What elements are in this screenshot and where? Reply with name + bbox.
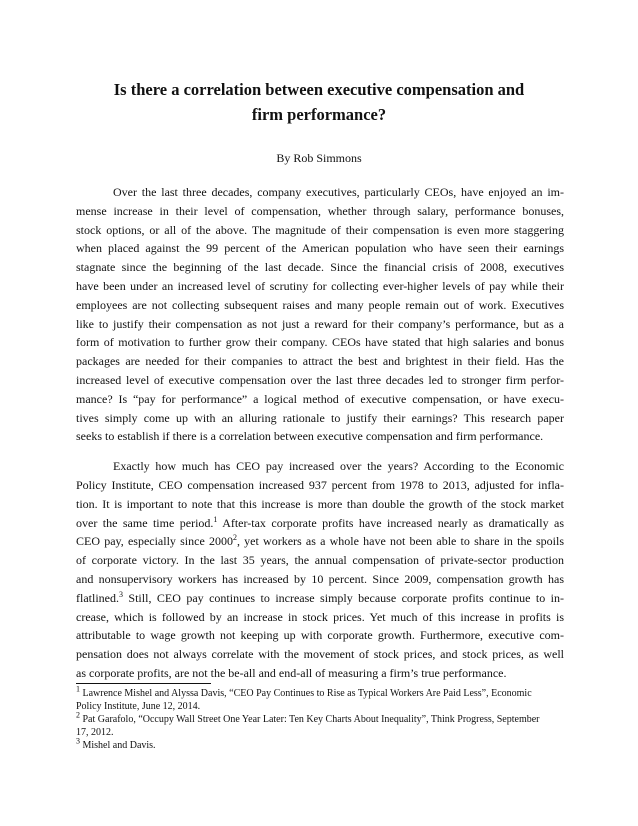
body-line: Policy Institute, CEO compensation increased 937 percent from 1978 to 2013, adjusted for infla- bbox=[76, 477, 564, 492]
paragraph-1 bbox=[76, 183, 564, 446]
body-text: flatlined. bbox=[76, 590, 119, 605]
body-text: Still, CEO pay continues to increase simply because corporate profits continue to in- bbox=[122, 590, 564, 605]
body-line: Exactly how much has CEO pay increased over the years? According to the Economic bbox=[113, 459, 564, 474]
body-line: attributable to wage growth not keeping up with corporate growth. Furthermore, executive com- bbox=[76, 628, 564, 643]
body-text: , yet workers as a whole have not been able to share in the spoils bbox=[236, 534, 564, 549]
body-line: like to justify their compensation as not just a reward for their company’s performance, but as a bbox=[76, 316, 564, 331]
body-line: when placed against the 99 percent of the American population who have seen their earnings bbox=[76, 241, 564, 256]
footnote-line bbox=[76, 737, 576, 753]
footnote-number: 1 bbox=[76, 684, 80, 694]
body-text: CEO pay, especially since 2000 bbox=[76, 534, 233, 549]
footnote-separator bbox=[76, 683, 211, 684]
author-byline: By Rob Simmons bbox=[276, 151, 362, 165]
paper-body bbox=[76, 183, 564, 694]
footnote-ref-1[interactable]: 1 bbox=[213, 514, 218, 524]
body-line: packages are needed for their companies to attract the best and brightest in their field. Has the bbox=[76, 354, 564, 369]
body-line: stock options, or all of the above. The magnitude of their compensation is even more staggering bbox=[76, 222, 564, 237]
footnote-line bbox=[76, 710, 576, 727]
body-line bbox=[76, 589, 564, 608]
footnote-line bbox=[76, 684, 576, 701]
body-text: After-tax corporate profits have increased nearly as dramatically as bbox=[217, 515, 565, 530]
body-text: over the same time period. bbox=[76, 515, 214, 530]
body-line: stagnate since the beginning of the last decade. Since the financial crisis of 2008, executives bbox=[76, 260, 564, 275]
body-line: of corporate victory. In the last 35 years, the annual compensation of private-sector production bbox=[76, 553, 564, 568]
title-line-1: Is there a correlation between executive compensation and bbox=[113, 80, 525, 99]
body-line: and nonsupervisory workers has increased by 10 percent. Since 2009, compensation growth has bbox=[76, 571, 564, 586]
body-line: form of motivation to further grow their company. CEOs have stated that high salaries and bonus bbox=[76, 335, 564, 350]
footnote-1 bbox=[76, 684, 576, 713]
footnote-line: Policy Institute, June 12, 2014. bbox=[76, 700, 201, 712]
paragraph-2 bbox=[76, 457, 564, 683]
body-line: tives simply come up with an alluring rationale to justify their earnings? This research paper bbox=[76, 410, 564, 425]
body-line: increased level of executive compensation over the last three decades led to stronger firm perfor- bbox=[76, 372, 564, 387]
title-line-2: firm performance? bbox=[251, 105, 387, 124]
body-line: seeks to establish if there is a correlation between executive compensation and firm performance. bbox=[76, 429, 544, 444]
body-line: crease, which is followed by an increase in stock prices. Yet much of this increase in profits is bbox=[76, 609, 564, 624]
footnote-3 bbox=[76, 737, 576, 753]
footnote-number: 2 bbox=[76, 710, 80, 720]
footnote-text: Lawrence Mishel and Alyssa Davis, “CEO Pay Continues to Rise as Typical Workers Are Paid Less”, Economic bbox=[80, 688, 532, 699]
body-line: mance? Is “pay for performance” a logical method of executive compensation, or have execu- bbox=[76, 391, 564, 406]
footnote-2 bbox=[76, 710, 576, 739]
body-line: mense increase in their level of compensation, whether through salary, performance bonuses, bbox=[76, 203, 564, 218]
body-line: as corporate profits, are not the be-all and end-all of measuring a firm’s true performance. bbox=[76, 665, 507, 680]
body-line: Over the last three decades, company executives, particularly CEOs, have enjoyed an im- bbox=[113, 185, 564, 199]
footnote-text: Mishel and Davis. bbox=[80, 740, 156, 752]
body-line: have been under an increased level of scrutiny for collecting ever-higher levels of pay while their bbox=[76, 278, 564, 293]
footnote-ref-2[interactable]: 2 bbox=[232, 533, 237, 543]
body-line: pensation does not always correlate with the movement of stock prices, and stock prices, as well bbox=[76, 647, 564, 662]
body-line bbox=[76, 514, 564, 533]
body-line: employees are not collecting subsequent raises and many people remain out of work. Executives bbox=[76, 297, 564, 312]
body-line bbox=[76, 532, 564, 551]
paper-title bbox=[64, 77, 574, 127]
footnote-ref-3[interactable]: 3 bbox=[118, 589, 123, 599]
footnotes bbox=[76, 684, 576, 754]
body-line: tion. It is important to note that this increase is more than double the growth of the stock market bbox=[76, 496, 564, 511]
footnote-text: Pat Garafolo, “Occupy Wall Street One Year Later: Ten Key Charts About Inequality”, Think Progress, September bbox=[80, 714, 540, 726]
footnote-line: 17, 2012. bbox=[76, 726, 114, 738]
footnote-number: 3 bbox=[76, 737, 80, 747]
